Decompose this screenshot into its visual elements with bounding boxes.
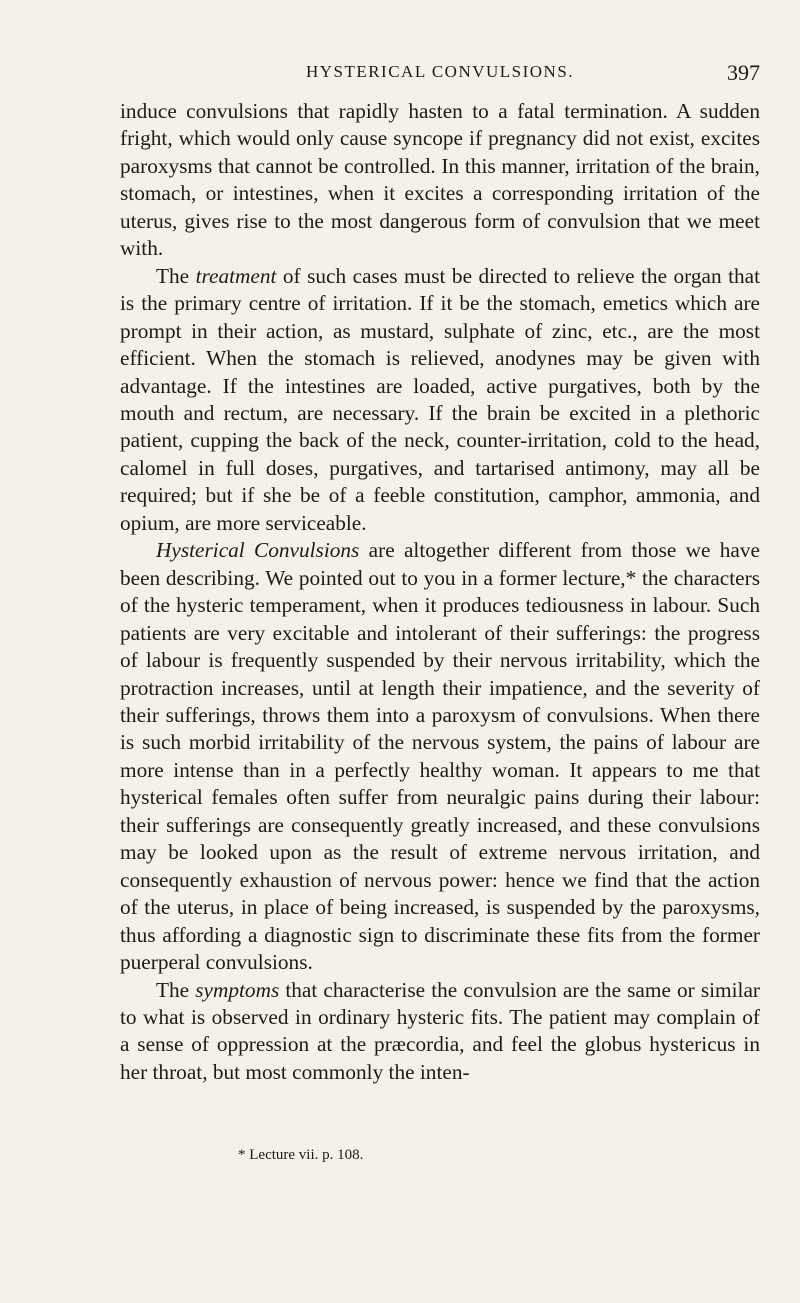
text-run: are altogether different from those we have been describing. We pointed out to you in a former lecture,* the characters of the hysteric temperament, when it produces tediousness in labour. Such patients are very excitable and intolerant of their sufferings: the progress of labour is frequently suspended by their nervous irritability, which the protraction increases, until at length their impatience, and the severity of their sufferings, throws them into a paroxysm of convulsions. When there is such morbid irritability of the nervous system, the pains of labour are more intense than in a perfectly healthy woman. It appears to me that hysterical females often suffer from neuralgic pains during their labour: their sufferings are consequently greatly increased, and these convulsions may be looked upon as the result of extreme nervous irritation, and consequently exhaustion of nervous power: hence we find that the action of the uterus, in place of being increased, is suspended by the paroxysms, thus affording a diagnostic sign to discriminate these fits from the former puerperal convulsions. (120, 538, 760, 975)
body-text (120, 98, 760, 1086)
paragraph (120, 977, 760, 1087)
text-run: that characterise the convulsion are the same or similar to what is observed in ordinary hysteric fits. The patient may complain of a sense of oppression at the præcordia, and feel the globus hystericus in her throat, but most commonly the inten- (120, 977, 761, 1084)
italic-term: symptoms (195, 977, 280, 1002)
text-run: The (156, 263, 196, 288)
paragraph (120, 537, 760, 976)
running-head: HYSTERICAL CONVULSIONS. (305, 62, 575, 81)
italic-term: treatment (195, 263, 277, 288)
footnote: * Lecture vii. p. 108. (238, 1147, 364, 1163)
text-run: The (156, 977, 196, 1002)
paragraph (120, 98, 760, 263)
paragraph (120, 263, 760, 538)
page-number: 397 (727, 60, 760, 85)
page-header (120, 62, 760, 88)
italic-term: Hysterical Convulsions (156, 538, 360, 563)
text-run: induce convulsions that rapidly hasten to a fatal termination. A sudden fright, which would only cause syncope if pregnancy did not exist, excites paroxysms that cannot be controlled. In this manner, irritation of the brain, stomach, or intestines, when it excites a corresponding irritation of the uterus, gives rise to the most dangerous form of convulsion that we meet with. (120, 99, 760, 261)
text-run: of such cases must be directed to relieve the organ that is the primary centre of irritation. If it be the stomach, emetics which are prompt in their action, as mustard, sulphate of zinc, etc., are the most efficient. When the stomach is relieved, anodynes may be given with advantage. If the intestines are loaded, active purgatives, both by the mouth and rectum, are necessary. If the brain be excited in a plethoric patient, cupping the back of the neck, counter-irritation, cold to the head, calomel in full doses, purgatives, and tartarised antimony, may all be required; but if she be of a feeble constitution, camphor, ammonia, and opium, are more serviceable. (120, 263, 761, 535)
